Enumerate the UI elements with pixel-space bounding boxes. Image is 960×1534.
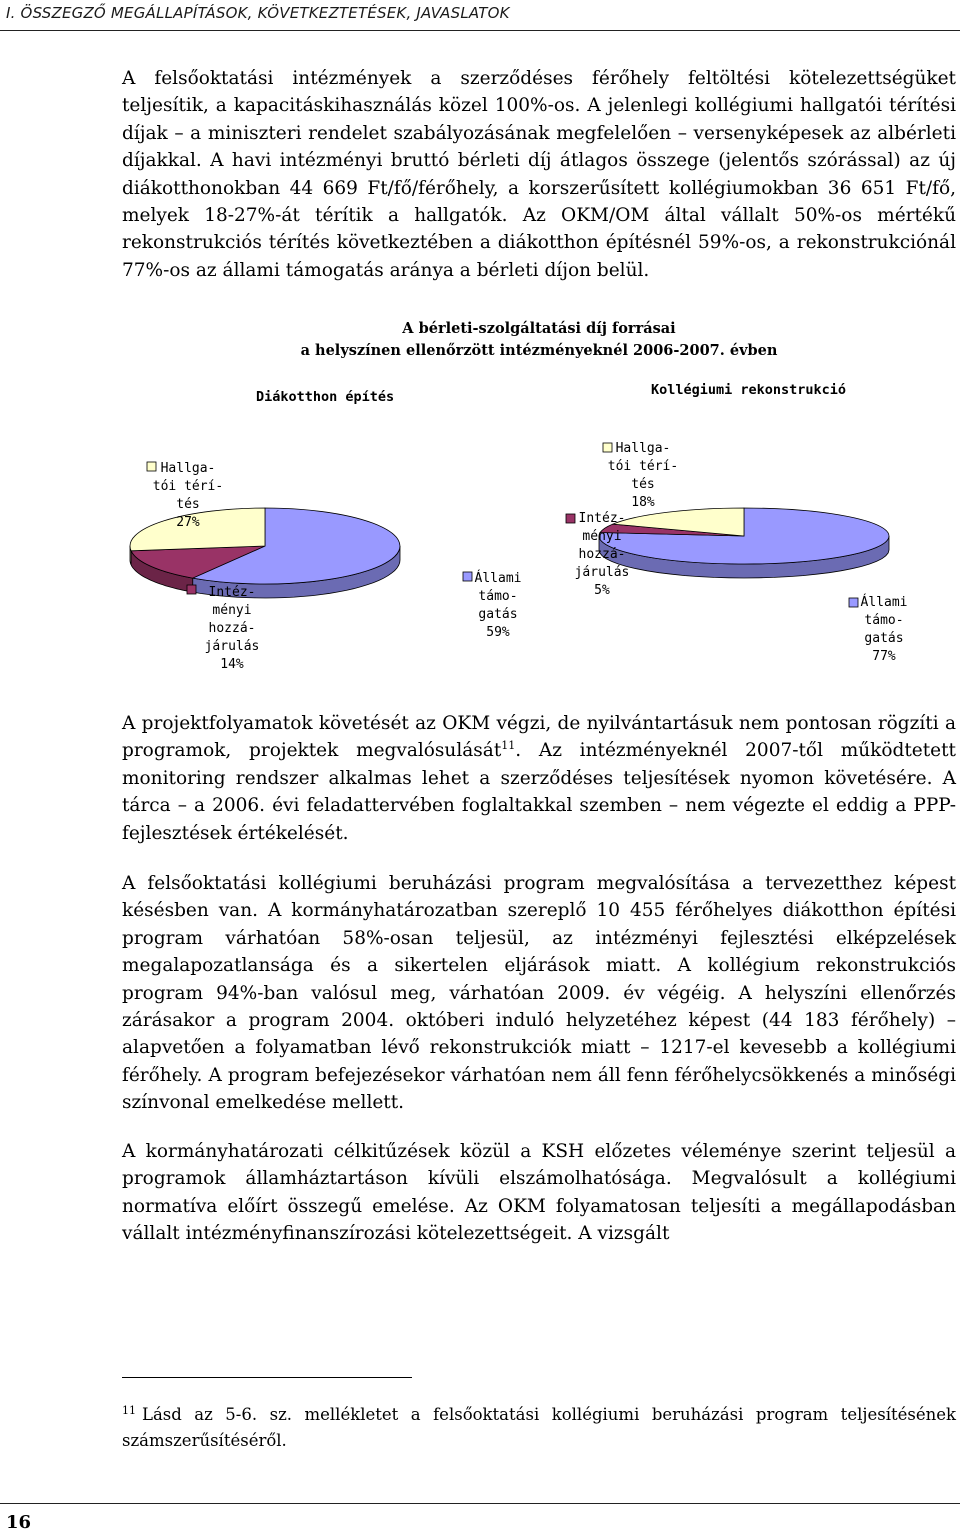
pie-2-label-1: Állami támo-gatás 77%	[860, 595, 908, 664]
footnote-text: Lásd az 5-6. sz. mellékletet a felsőoktatási kollégiumi beruházási program teljesítésének számszerűsítéséről.	[122, 1405, 956, 1450]
pie-1-label-1: Állami támo-gatás 59%	[474, 571, 522, 640]
footnote-divider	[122, 1377, 412, 1378]
footnote-number: 11	[122, 1403, 136, 1417]
paragraph-2-text-a: A projektfolyamatok követését az OKM végzi, de nyilvántartásuk nem pontosan rögzíti a programok, projektek megvalósulását	[122, 713, 956, 762]
pie-1-swatch-3	[147, 462, 156, 471]
pie-1-label-3: Hallga-tói térí-tés 27%	[152, 461, 224, 530]
paragraph-4: A kormányhatározati célkitűzések közül a KSH előzetes véleménye szerint teljesül a programok államháztartáson kívüli elszámolhatósága. Megvalósult a kollégiumi normatíva előírt összegű emelése. Az OKM folyamatosan teljesíti a megállapodásban vállalt intézményfinanszírozási kötelezettségeit. A vizsgált	[122, 1141, 956, 1245]
footer-divider	[0, 1503, 960, 1504]
pie-2-swatch-2	[566, 514, 575, 523]
pie-2-swatch-1	[849, 598, 858, 607]
pie-1-swatch-2	[187, 585, 196, 594]
chart-title-line-2: a helyszínen ellenőrzött intézményeknél 2006-2007. évben	[300, 342, 778, 359]
running-header: I. ÖSSZEGZŐ MEGÁLLAPÍTÁSOK, KÖVETKEZTETÉSEK, JAVASLATOK	[6, 4, 510, 22]
pie-1-swatch-1	[463, 572, 472, 581]
pie-2-title: Kollégiumi rekonstrukció	[651, 382, 847, 398]
pie-1-label-2: Intéz-ményi hozzá-járulás 14%	[204, 585, 260, 672]
paragraph-2-text-b: . Az intézményeknél 2007-től működtetett monitoring rendszer alkalmas lehet a szerződéses teljesítések nyomon követésére. A tárca – a 2006. évi feladattervében foglaltakkal szemben – nem végezte el eddig a PPP-fejlesztések értékelését.	[122, 740, 956, 844]
footnote-reference[interactable]: 11	[501, 739, 516, 753]
paragraph-2	[122, 710, 956, 847]
pie-2-label-2: Intéz-ményi hozzá-járulás 5%	[574, 511, 630, 598]
paragraph-3: A felsőoktatási kollégiumi beruházási program megvalósítása a tervezetthez képest késésben van. A kormányhatározatban szereplő 10 455 férőhelyes diákotthon építési program várhatóan 58%-osan teljesül, az intézményi fejlesztési elképzelések megalapozatlansága és a sikertelen eljárások miatt. A kollégium rekonstrukciós program 94%-ban valósul meg, várhatóan 2009. év végéig. A helyszíni ellenőrzés zárásakor a program 2004. októberi induló helyzetéhez képest (44 183 férőhely) – alapvetően a folyamatban lévő rekonstrukciók miatt – 1217-el kevesebb a kollégiumi férőhely. A program befejezésekor várhatóan nem áll fenn férőhelycsökkenés a minőségi színvonal emelkedése mellett.	[122, 873, 956, 1114]
page-number: 16	[6, 1512, 32, 1533]
pie-1-title: Diákotthon építés	[256, 389, 395, 405]
footnote	[122, 1402, 956, 1454]
pie-charts	[0, 0, 960, 700]
paragraph-1: A felsőoktatási intézmények a szerződéses férőhely feltöltési kötelezettségüket teljesítik, a kapacitáskihasználás közel 100%-os. A jelenlegi kollégiumi hallgatói térítési díjak – a miniszteri rendelet szabályozásának megfelelően – versenyképesek az albérleti díjakkal. A havi intézményi bruttó bérleti díj átlagos összege (jelentős szórással) az új diákotthonokban 44 669 Ft/fő/férőhely, a korszerűsített kollégiumokban 36 651 Ft/fő, melyek 18-27%-át térítik a hallgatók. Az OKM/OM által vállalt 50%-os mértékű rekonstrukciós térítés következtében a diákotthon építésnél 59%-os, a rekonstrukciónál 77%-os az állami támogatás aránya a bérleti díjon belül.	[122, 68, 956, 281]
pie-2-label-3: Hallga-tói térí-tés 18%	[607, 441, 679, 510]
pie-2-swatch-3	[603, 443, 612, 452]
chart-title-line-1: A bérleti-szolgáltatási díj forrásai	[402, 320, 676, 337]
